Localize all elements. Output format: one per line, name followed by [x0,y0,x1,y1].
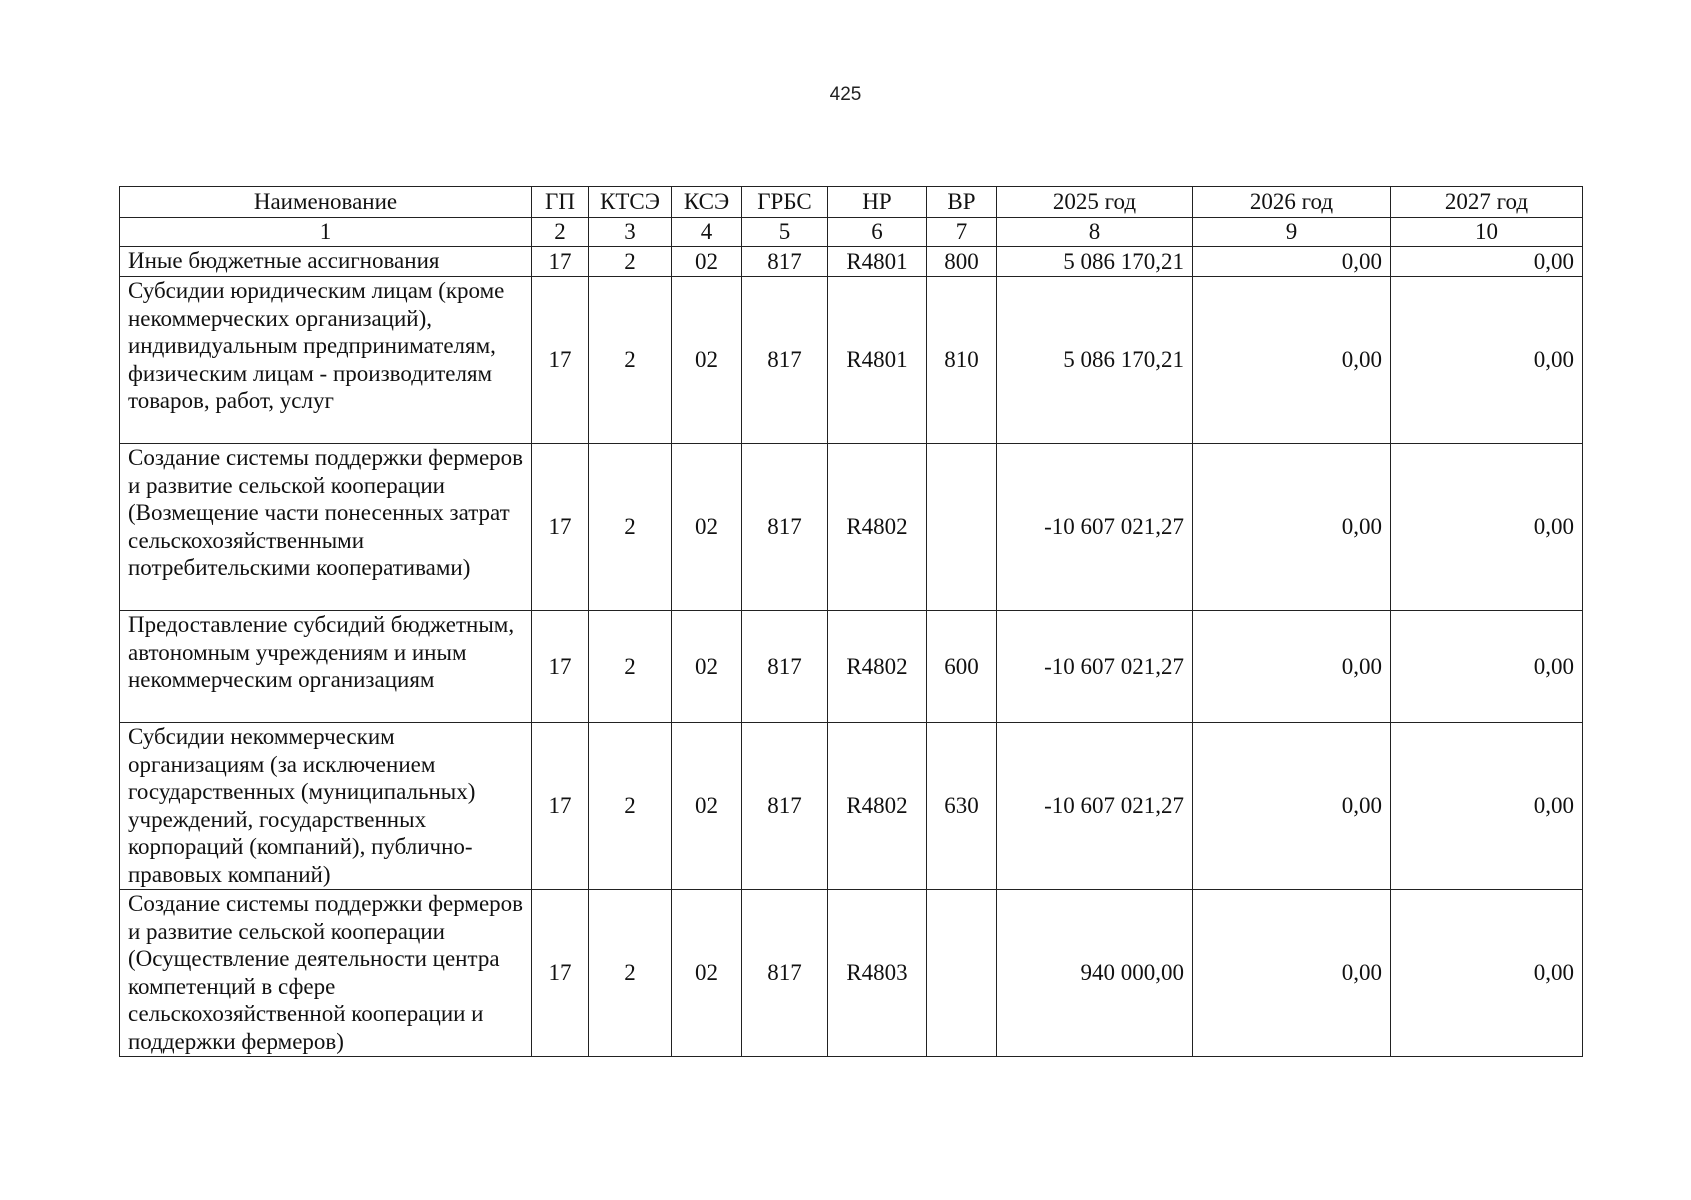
row-name: Субсидии некоммерческим организациям (за исключением государственных (муниципальных) учреждений, государственных корпораций (компаний), публично-правовых компаний) [120,723,532,890]
index-cell: 8 [997,218,1193,247]
kse-cell: 02 [672,723,742,890]
nr-cell: R4801 [828,277,927,444]
ktse-cell: 2 [589,277,672,444]
gp-cell: 17 [532,723,589,890]
table-row [120,277,1583,444]
header-ktse: КТСЭ [589,187,672,218]
nr-cell: R4801 [828,247,927,277]
kse-cell: 02 [672,277,742,444]
vr-cell [927,890,997,1057]
amount-2027-cell: 0,00 [1391,611,1583,723]
index-cell: 7 [927,218,997,247]
kse-cell: 02 [672,444,742,611]
gp-cell: 17 [532,444,589,611]
amount-2026-cell: 0,00 [1193,723,1391,890]
row-name: Субсидии юридическим лицам (кроме некоммерческих организаций), индивидуальным предпринимателям, физическим лицам - производителям товаров, работ, услуг [120,277,532,444]
amount-2026-cell: 0,00 [1193,611,1391,723]
gp-cell: 17 [532,277,589,444]
vr-cell: 630 [927,723,997,890]
amount-2027-cell: 0,00 [1391,247,1583,277]
header-2025: 2025 год [997,187,1193,218]
nr-cell: R4802 [828,444,927,611]
header-row [120,187,1583,218]
amount-2025-cell: 940 000,00 [997,890,1193,1057]
amount-2027-cell: 0,00 [1391,277,1583,444]
amount-2027-cell: 0,00 [1391,444,1583,611]
gp-cell: 17 [532,611,589,723]
amount-2027-cell: 0,00 [1391,890,1583,1057]
grbs-cell: 817 [742,444,828,611]
index-cell: 4 [672,218,742,247]
amount-2025-cell: -10 607 021,27 [997,611,1193,723]
grbs-cell: 817 [742,723,828,890]
header-nr: НР [828,187,927,218]
index-cell: 1 [120,218,532,247]
ktse-cell: 2 [589,444,672,611]
row-name: Создание системы поддержки фермеров и развитие сельской кооперации (Осуществление деятельности центра компетенций в сфере сельскохозяйственной кооперации и поддержки фермеров) [120,890,532,1057]
amount-2027-cell: 0,00 [1391,723,1583,890]
page-number: 425 [829,84,862,105]
vr-cell: 600 [927,611,997,723]
table-row [120,890,1583,1057]
header-name: Наименование [120,187,532,218]
header-2027: 2027 год [1391,187,1583,218]
amount-2025-cell: 5 086 170,21 [997,277,1193,444]
index-cell: 5 [742,218,828,247]
header-vr: ВР [927,187,997,218]
nr-cell: R4802 [828,723,927,890]
row-name: Иные бюджетные ассигнования [120,247,532,277]
ktse-cell: 2 [589,247,672,277]
index-cell: 9 [1193,218,1391,247]
header-kse: КСЭ [672,187,742,218]
amount-2026-cell: 0,00 [1193,247,1391,277]
budget-table [119,186,1583,1057]
grbs-cell: 817 [742,890,828,1057]
column-index-row [120,218,1583,247]
table-row [120,247,1583,277]
table-row [120,611,1583,723]
grbs-cell: 817 [742,277,828,444]
nr-cell: R4802 [828,611,927,723]
vr-cell: 810 [927,277,997,444]
grbs-cell: 817 [742,611,828,723]
kse-cell: 02 [672,890,742,1057]
amount-2025-cell: -10 607 021,27 [997,444,1193,611]
index-cell: 6 [828,218,927,247]
header-grbs: ГРБС [742,187,828,218]
gp-cell: 17 [532,247,589,277]
amount-2026-cell: 0,00 [1193,444,1391,611]
gp-cell: 17 [532,890,589,1057]
kse-cell: 02 [672,611,742,723]
header-2026: 2026 год [1193,187,1391,218]
amount-2026-cell: 0,00 [1193,890,1391,1057]
amount-2025-cell: -10 607 021,27 [997,723,1193,890]
vr-cell: 800 [927,247,997,277]
header-gp: ГП [532,187,589,218]
ktse-cell: 2 [589,611,672,723]
amount-2026-cell: 0,00 [1193,277,1391,444]
amount-2025-cell: 5 086 170,21 [997,247,1193,277]
kse-cell: 02 [672,247,742,277]
grbs-cell: 817 [742,247,828,277]
ktse-cell: 2 [589,890,672,1057]
index-cell: 2 [532,218,589,247]
vr-cell [927,444,997,611]
index-cell: 10 [1391,218,1583,247]
index-cell: 3 [589,218,672,247]
table-row [120,723,1583,890]
row-name: Предоставление субсидий бюджетным, автономным учреждениям и иным некоммерческим организациям [120,611,532,723]
nr-cell: R4803 [828,890,927,1057]
row-name: Создание системы поддержки фермеров и развитие сельской кооперации (Возмещение части понесенных затрат сельскохозяйственными потребительскими кооперативами) [120,444,532,611]
table-row [120,444,1583,611]
ktse-cell: 2 [589,723,672,890]
